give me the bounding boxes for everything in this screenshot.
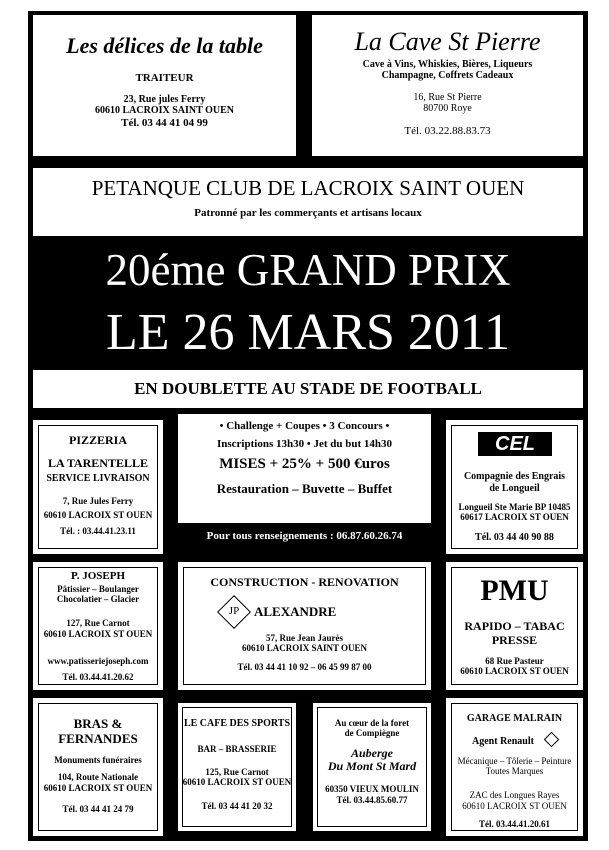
cel-phone: Tél. 03 44 40 90 88 — [475, 531, 554, 543]
auberge-ad — [313, 703, 431, 831]
pizzeria-title: PIZZERIA — [68, 433, 127, 447]
auberge-phone: Tél. 03.44.85.60.77 — [336, 794, 408, 805]
cave-name: La Cave St Pierre — [354, 27, 541, 56]
cave-phone: Tél. 03.22.88.83.73 — [404, 124, 491, 137]
bras-phone: Tél. 03 44 41 24 79 — [62, 803, 134, 814]
auberge-frame — [317, 707, 427, 827]
auberge-name-2: Du Mont St Mard — [327, 759, 417, 774]
alexandre-title: CONSTRUCTION - RENOVATION — [210, 575, 399, 589]
pizzeria-city: 60610 LACROIX ST OUEN — [43, 510, 153, 521]
alexandre-ad — [178, 562, 431, 690]
delices-address: 23, Rue jules Ferry — [123, 93, 206, 105]
pizzeria-ad — [33, 420, 163, 554]
cel-name-1: Compagnie des Engrais — [463, 471, 566, 482]
event-line-4: Restauration – Buvette – Buffet — [216, 480, 393, 496]
event-details — [178, 414, 431, 523]
pizzeria-frame — [38, 425, 158, 549]
cave-address: 16, Rue St Pierre — [413, 91, 482, 103]
cel-logo — [478, 432, 552, 456]
pizzeria-phone: Tél. : 03.44.41.23.11 — [60, 525, 136, 536]
event-line-1: • Challenge + Coupes • 3 Concours • — [219, 420, 390, 432]
cave-ad — [312, 15, 583, 156]
pizzeria-service: SERVICE LIVRAISON — [46, 472, 150, 484]
cafe-phone: Tél. 03 44 41 20 32 — [201, 800, 273, 811]
event-subtitle-band — [33, 370, 583, 408]
auberge-city: 60350 VIEUX MOULIN — [325, 784, 419, 795]
event-subtitle: EN DOUBLETTE AU STADE DE FOOTBALL — [134, 379, 482, 398]
joseph-address: 127, Rue Carnot — [66, 618, 130, 629]
alexandre-address: 57, Rue Jean Jaurès — [266, 633, 343, 643]
garage-address: ZAC des Longues Rayes — [469, 790, 560, 801]
club-patron: Patronné par les commerçants et artisans locaux — [194, 207, 422, 220]
garage-ad — [446, 698, 583, 836]
bras-name-2: FERNANDES — [58, 730, 138, 746]
cel-ad — [446, 420, 583, 554]
event-title: 20éme GRAND PRIX — [105, 245, 511, 295]
cel-city: 60617 LACROIX ST OUEN — [460, 512, 569, 523]
bras-frame — [38, 703, 158, 831]
garage-name: GARAGE MALRAIN — [466, 713, 563, 724]
bras-city: 60610 LACROIX ST OUEN — [43, 782, 153, 793]
joseph-web: www.patisseriejoseph.com — [47, 656, 149, 667]
club-band — [33, 168, 583, 236]
cel-name-2: de Longueil — [489, 482, 540, 494]
event-line-2: Inscriptions 13h30 • Jet du but 14h30 — [216, 437, 392, 450]
cafe-city: 60610 LACROIX ST OUEN — [182, 777, 292, 788]
alexandre-phone: Tél. 03 44 41 10 92 – 06 45 99 87 00 — [237, 662, 372, 672]
cafe-address: 125, Rue Carnot — [205, 766, 269, 777]
pizzeria-address: 7, Rue Jules Ferry — [62, 496, 134, 507]
garage-frame — [451, 703, 578, 831]
delices-type: TRAITEUR — [135, 72, 194, 85]
bras-ad — [33, 698, 163, 836]
auberge-name-1: Auberge — [351, 745, 393, 760]
joseph-name: P. JOSEPH — [71, 570, 125, 582]
garage-brands: Toutes Marques — [485, 765, 544, 776]
joseph-city: 60610 LACROIX ST OUEN — [43, 628, 153, 639]
event-line-3: MISES + 25% + 500 €uros — [219, 456, 390, 473]
joseph-desc-1: Pâtissier – Boulanger — [57, 583, 139, 594]
event-contact — [178, 530, 431, 543]
alexandre-city: 60610 LACROIX SAINT OUEN — [241, 643, 368, 653]
cel-logo-text: CEL — [495, 433, 535, 455]
pmu-line-2: PRESSE — [491, 632, 538, 647]
delices-city: 60610 LACROIX SAINT OUEN — [94, 105, 234, 117]
cafe-frame — [182, 707, 292, 827]
garage-agent: Agent Renault — [472, 735, 534, 747]
cel-address: Longueil Ste Marie BP 10485 — [458, 502, 571, 512]
cave-desc-2: Champagne, Coffrets Cadeaux — [381, 70, 514, 82]
pizzeria-name: LA TARENTELLE — [48, 455, 148, 470]
pmu-ad — [446, 562, 583, 690]
garage-city: 60610 LACROIX ST OUEN — [462, 800, 567, 811]
delices-ad — [33, 15, 296, 156]
bras-name-1: BRAS & — [73, 716, 123, 731]
joseph-frame — [38, 567, 158, 685]
cafe-type: BAR – BRASSERIE — [197, 743, 277, 754]
cafe-ad — [178, 703, 296, 831]
delices-phone: Tél. 03 44 41 04 99 — [121, 116, 208, 129]
event-date: LE 26 MARS 2011 — [106, 304, 510, 361]
joseph-ad — [33, 562, 163, 690]
cave-desc-1: Cave à Vins, Whiskies, Bières, Liqueurs — [362, 58, 533, 70]
pmu-frame — [451, 567, 578, 685]
garage-phone: Tél. 03.44.41.20.61 — [479, 818, 550, 829]
delices-name: Les délices de la table — [66, 33, 263, 58]
joseph-phone: Tél. 03.44.41.20.62 — [62, 672, 134, 683]
pmu-address: 68 Rue Pasteur — [485, 655, 544, 666]
joseph-desc-2: Chocolatier – Glacier — [56, 593, 140, 604]
pmu-title: PMU — [480, 574, 549, 607]
cafe-name: LE CAFE DES SPORTS — [183, 718, 291, 729]
alexandre-logo-text: JP — [228, 605, 240, 617]
bras-address: 104, Route Nationale — [57, 772, 139, 783]
auberge-intro-1: Au cœur de la foret — [334, 718, 410, 728]
pmu-line-1: RAPIDO – TABAC — [464, 619, 565, 633]
event-contact-text: Pour tous renseignements : 06.87.60.26.74 — [206, 530, 403, 542]
alexandre-name: ALEXANDRE — [254, 604, 337, 619]
garage-services: Mécanique – Tôlerie – Peinture — [457, 755, 572, 766]
bras-desc: Monuments funéraires — [54, 754, 142, 765]
cave-city: 80700 Roye — [423, 103, 472, 115]
pmu-city: 60610 LACROIX ST OUEN — [460, 665, 569, 676]
club-name: PETANQUE CLUB DE LACROIX SAINT OUEN — [91, 176, 525, 200]
auberge-intro-2: de Compiègne — [344, 728, 400, 739]
